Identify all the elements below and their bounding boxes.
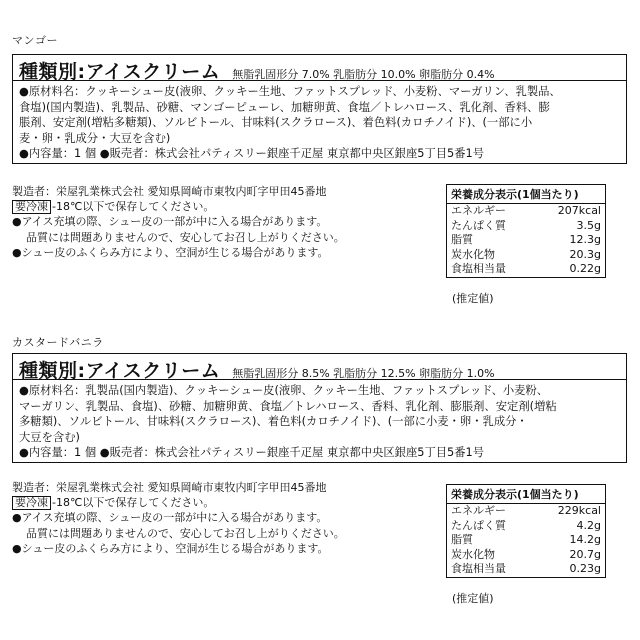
nutrition-row [447,248,605,263]
nutrient-name: 炭水化物 [451,247,495,261]
estimate-note: (推定値) [452,592,494,605]
nutrient-name: 食塩相当量 [451,562,506,576]
nutrition-row [447,562,605,577]
nutrient-value: 12.3g [569,233,601,247]
nutrient-value: 4.2g [576,518,601,532]
nutrition-row [447,233,605,248]
nutrient-name: 脂質 [451,533,473,547]
nutrient-name: 炭水化物 [451,547,495,561]
content-seller-info: ●内容量：1 個 ●販売者：株式会社パティスリー銀座千疋屋 東京都中央区銀座5丁目5番1号 [19,446,485,459]
product-type: 種類別:アイスクリーム [19,61,221,83]
content-seller-info: ●内容量：1 個 ●販売者：株式会社パティスリー銀座千疋屋 東京都中央区銀座5丁目5番1号 [19,147,485,160]
ingredients-line: ●原材料名：乳製品(国内製造)、クッキーシュー皮(液卵、クッキー生地、ファットスプレッド、小麦粉、 [19,384,549,397]
frozen-tag: 要冷凍 [12,200,51,214]
storage-temp: -18℃以下で保存してください。 [52,496,215,510]
note: ●シュー皮のふくらみ方により、空洞が生じる場合があります。 [12,245,329,259]
nutrition-title: 栄養成分表示(1個当たり) [447,185,605,204]
note: 品質には問題ありませんので、安心してお召し上がりください。 [26,526,345,540]
nutrition-row [447,262,605,277]
storage-temp: -18℃以下で保存してください。 [52,200,215,214]
nutrition-row [447,519,605,534]
nutrient-name: エネルギー [451,504,506,517]
nutrition-row [447,548,605,563]
nutrient-value: 20.3g [569,247,601,261]
nutrition-row [447,204,605,219]
ingredients-line: 食塩)(国内製造)、乳製品、砂糖、マンゴーピューレ、加糖卵黄、食塩／トレハロース、乳化剤、香料、膨 [19,100,550,114]
ingredient-label-box [12,54,627,164]
nutrient-value: 0.22g [569,262,601,276]
ingredients-line: 麦・卵・乳成分・大豆を含む) [19,131,171,145]
ingredients-line: マーガリン、乳製品、食塩)、砂糖、加糖卵黄、食塩／トレハロース、香料、乳化剤、膨脹剤、安定剤(増粘 [19,399,557,413]
ingredients-line: 脹剤、安定剤(増粘多糖類)、ソルビトール、甘味料(スクラロース)、着色料(カロチノイド)、(一部に小 [19,116,533,129]
manufacturer: 製造者：栄屋乳業株式会社 愛知県岡崎市東牧内町字甲田45番地 [12,185,327,198]
storage-notes [12,480,432,556]
flavor-name: マンゴー [12,34,58,47]
nutrient-value: 229kcal [557,504,601,517]
product-type: 種類別:アイスクリーム [19,360,221,382]
flavor-name: カスタードバニラ [12,336,104,349]
ingredients-line: 大豆を含む) [19,430,80,444]
nutrient-name: 食塩相当量 [451,262,506,276]
nutrient-value: 14.2g [569,533,601,547]
nutrient-value: 20.7g [569,547,601,561]
note: 品質には問題ありませんので、安心してお召し上がりください。 [26,230,345,244]
note: ●シュー皮のふくらみ方により、空洞が生じる場合があります。 [12,541,329,555]
nutrition-title: 栄養成分表示(1個当たり) [447,485,605,504]
nutrient-name: 脂質 [451,233,473,247]
nutrient-value: 3.5g [576,218,601,232]
storage-notes [12,184,432,260]
manufacturer: 製造者：栄屋乳業株式会社 愛知県岡崎市東牧内町字甲田45番地 [12,481,327,494]
nutrient-name: たんぱく質 [451,218,506,232]
nutrient-name: たんぱく質 [451,518,506,532]
nutrient-value: 207kcal [557,204,601,217]
nutrition-row [447,219,605,234]
storage-instruction [12,495,432,510]
ingredients-line: 多糖類)、ソルビトール、甘味料(スクラロース)、着色料(カロチノイド)、(一部に小麦・卵・乳成分・ [19,415,528,428]
nutrition-row [447,504,605,519]
nutrition-table [446,484,606,578]
frozen-tag: 要冷凍 [12,496,51,510]
label-header [13,354,626,380]
label-header [13,55,626,81]
nutrient-name: エネルギー [451,204,506,217]
estimate-note: (推定値) [452,292,494,305]
nutrition-row [447,533,605,548]
ingredients-list [13,380,626,445]
storage-instruction [12,199,432,214]
note: ●アイス充填の際、シュー皮の一部が中に入る場合があります。 [12,511,328,525]
nutrient-value: 0.23g [569,562,601,576]
ingredients-line: ●原材料名：クッキーシュー皮(液卵、クッキー生地、ファットスプレッド、小麦粉、マーガリン、乳製品、 [19,85,561,98]
fat-content-specs: 無脂乳固形分 7.0% 乳脂肪分 10.0% 卵脂肪分 0.4% [232,68,495,81]
ingredients-list [13,81,626,146]
note: ●アイス充填の際、シュー皮の一部が中に入る場合があります。 [12,215,328,229]
nutrition-table [446,184,606,278]
fat-content-specs: 無脂乳固形分 8.5% 乳脂肪分 12.5% 卵脂肪分 1.0% [232,367,495,380]
ingredient-label-box [12,353,627,463]
